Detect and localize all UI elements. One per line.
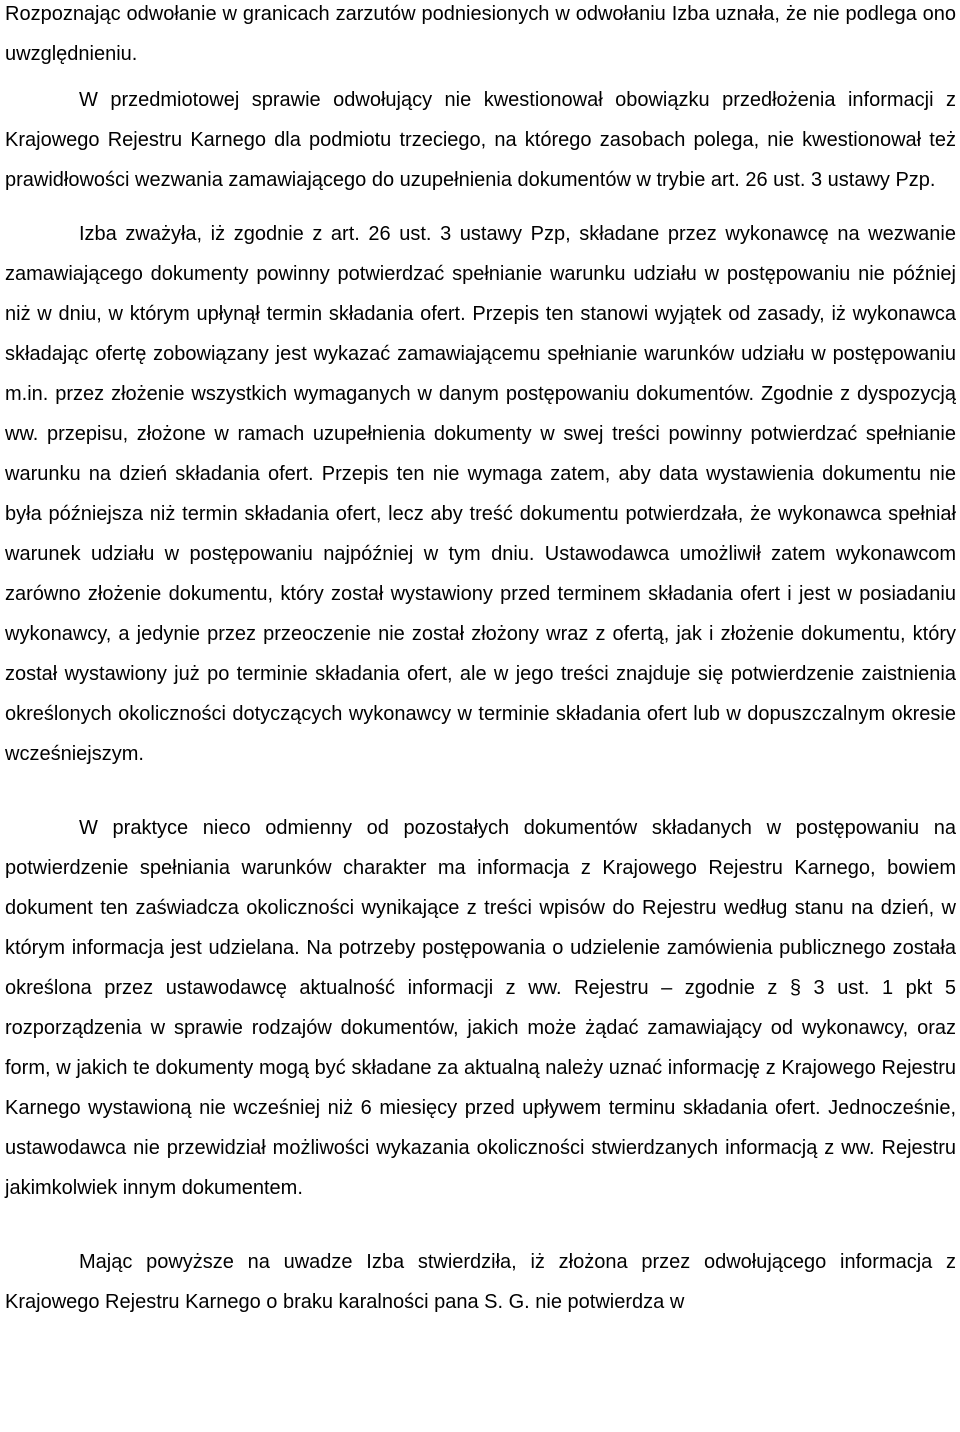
- paragraph-3: Izba zważyła, iż zgodnie z art. 26 ust. 3 ustawy Pzp, składane przez wykonawcę na wezwanie zamawiającego dokumenty powinny potwierdzać spełnianie warunku udziału w postępowaniu nie później niż w dniu, w którym upłynął termin składania ofert. Przepis ten stanowi wyjątek od zasady, iż wykonawca składając ofertę zobowiązany jest wykazać zamawiającemu spełnianie warunków udziału w postępowaniu m.in. przez złożenie wszystkich wymaganych w danym postępowaniu dokumentów. Zgodnie z dyspozycją ww. przepisu, złożone w ramach uzupełnienia dokumenty w swej treści powinny potwierdzać spełnianie warunku na dzień składania ofert. Przepis ten nie wymaga zatem, aby data wystawienia dokumentu nie była późniejsza niż termin składania ofert, lecz aby treść dokumentu potwierdzała, że wykonawca spełniał warunek udziału w postępowaniu najpóźniej w tym dniu. Ustawodawca umożliwił zatem wykonawcom zarówno złożenie dokumentu, który został wystawiony przed terminem składania ofert i jest w posiadaniu wykonawcy, a jedynie przez przeoczenie nie został złożony wraz z ofertą, jak i złożenie dokumentu, który został wystawiony już po terminie składania ofert, ale w jego treści znajduje się potwierdzenie zaistnienia określonych okoliczności dotyczących wykonawcy w terminie składania ofert lub w dopuszczalnym okresie wcześniejszym.: [5, 223, 956, 765]
- paragraph-5: Mając powyższe na uwadze Izba stwierdziła, iż złożona przez odwołującego informacja z Krajowego Rejestru Karnego o braku karalności pana S. G. nie potwierdza w: [5, 1251, 956, 1313]
- paragraph-1: Rozpoznając odwołanie w granicach zarzutów podniesionych w odwołaniu Izba uznała, że nie podlega ono uwzględnieniu.: [5, 3, 956, 65]
- paragraph-2: W przedmiotowej sprawie odwołujący nie kwestionował obowiązku przedłożenia informacji z Krajowego Rejestru Karnego dla podmiotu trzeciego, na którego zasobach polega, nie kwestionował też prawidłowości wezwania zamawiającego do uzupełnienia dokumentów w trybie art. 26 ust. 3 ustawy Pzp.: [5, 89, 956, 191]
- paragraph-4: W praktyce nieco odmienny od pozostałych dokumentów składanych w postępowaniu na potwierdzenie spełniania warunków charakter ma informacja z Krajowego Rejestru Karnego, bowiem dokument ten zaświadcza okoliczności wynikające z treści wpisów do Rejestru według stanu na dzień, w którym informacja jest udzielana. Na potrzeby postępowania o udzielenie zamówienia publicznego została określona przez ustawodawcę aktualność informacji z ww. Rejestru – zgodnie z § 3 ust. 1 pkt 5 rozporządzenia w sprawie rodzajów dokumentów, jakich może żądać zamawiający od wykonawcy, oraz form, w jakich te dokumenty mogą być składane za aktualną należy uznać informację z Krajowego Rejestru Karnego wystawioną nie wcześniej niż 6 miesięcy przed upływem terminu składania ofert. Jednocześnie, ustawodawca nie przewidział możliwości wykazania okoliczności stwierdzanych informacją z ww. Rejestru jakimkolwiek innym dokumentem.: [5, 817, 956, 1199]
